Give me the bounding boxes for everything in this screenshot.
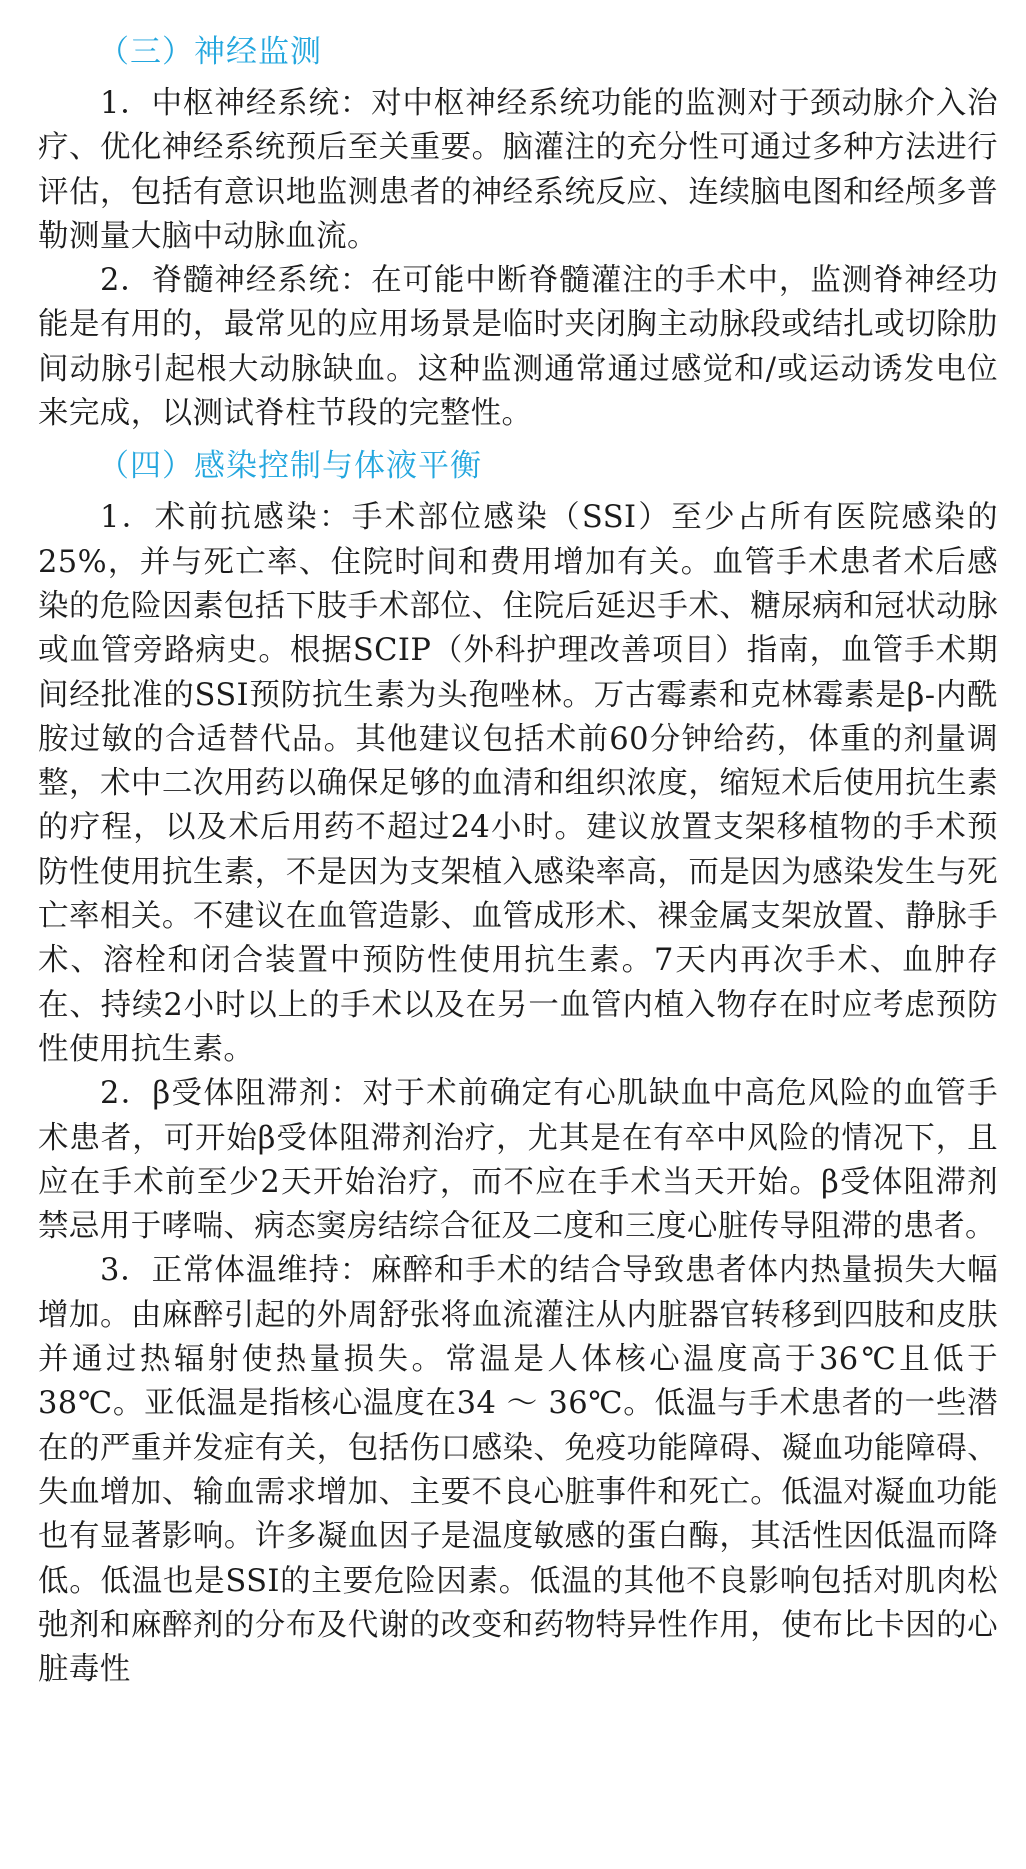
paragraph-normothermia: 3．正常体温维持：麻醉和手术的结合导致患者体内热量损失大幅增加。由麻醉引起的外周舒张将血流灌注从内脏器官转移到四肢和皮肤并通过热辐射使热量损失。常温是人体核心温度高于36℃且低于38℃。亚低温是指核心温度在34 ～ 36℃。低温与手术患者的一些潜在的严重并发症有关，包括伤口感染、免疫功能障碍、凝血功能障碍、失血增加、输血需求增加、主要不良心脏事件和死亡。低温对凝血功能也有显著影响。许多凝血因子是温度敏感的蛋白酶，其活性因低温而降低。低温也是SSI的主要危险因素。低温的其他不良影响包括对肌肉松弛剂和麻醉剂的分布及代谢的改变和药物特异性作用，使布比卡因的心脏毒性 [38,1253,998,1688]
paragraph-beta-blockers: 2．β受体阻滞剂：对于术前确定有心肌缺血中高危风险的血管手术患者，可开始β受体阻滞剂治疗，尤其是在有卒中风险的情况下，且应在手术前至少2天开始治疗，而不应在手术当天开始。β受体阻滞剂禁忌用于哮喘、病态窦房结综合征及二度和三度心脏传导阻滞的患者。 [38,1076,998,1245]
paragraph-central-nervous-system: 1．中枢神经系统：对中枢神经系统功能的监测对于颈动脉介入治疗、优化神经系统预后至关重要。脑灌注的充分性可通过多种方法进行评估，包括有意识地监测患者的神经系统反应、连续脑电图和经颅多普勒测量大脑中动脉血流。 [38,86,998,254]
paragraph-spinal-nervous-system: 2．脊髓神经系统：在可能中断脊髓灌注的手术中，监测脊神经功能是有用的，最常见的应用场景是临时夹闭胸主动脉段或结扎或切除肋间动脉引起根大动脉缺血。这种监测通常通过感觉和/或运动诱发电位来完成，以测试脊柱节段的完整性。 [38,263,998,432]
section-heading-infection-fluid: （四）感染控制与体液平衡 [98,448,482,485]
section-heading-neuro-monitoring: （三）神经监测 [98,34,322,70]
paragraph-preop-anti-infection: 1．术前抗感染：手术部位感染（SSI）至少占所有医院感染的25%，并与死亡率、住院时间和费用增加有关。血管手术患者术后感染的危险因素包括下肢手术部位、住院后延迟手术、糖尿病和冠状动脉或血管旁路病史。根据SCIP（外科护理改善项目）指南，血管手术期间经批准的SSI预防抗生素为头孢唑林。万古霉素和克林霉素是β-内酰胺过敏的合适替代品。其他建议包括术前60分钟给药，体重的剂量调整，术中二次用药以确保足够的血清和组织浓度，缩短术后使用抗生素的疗程，以及术后用药不超过24小时。建议放置支架移植物的手术预防性使用抗生素，不是因为支架植入感染率高，而是因为感染发生与死亡率相关。不建议在血管造影、血管成形术、裸金属支架放置、静脉手术、溶栓和闭合装置中预防性使用抗生素。7天内再次手术、血肿存在、持续2小时以上的手术以及在另一血管内植入物存在时应考虑预防性使用抗生素。 [38,500,998,1067]
